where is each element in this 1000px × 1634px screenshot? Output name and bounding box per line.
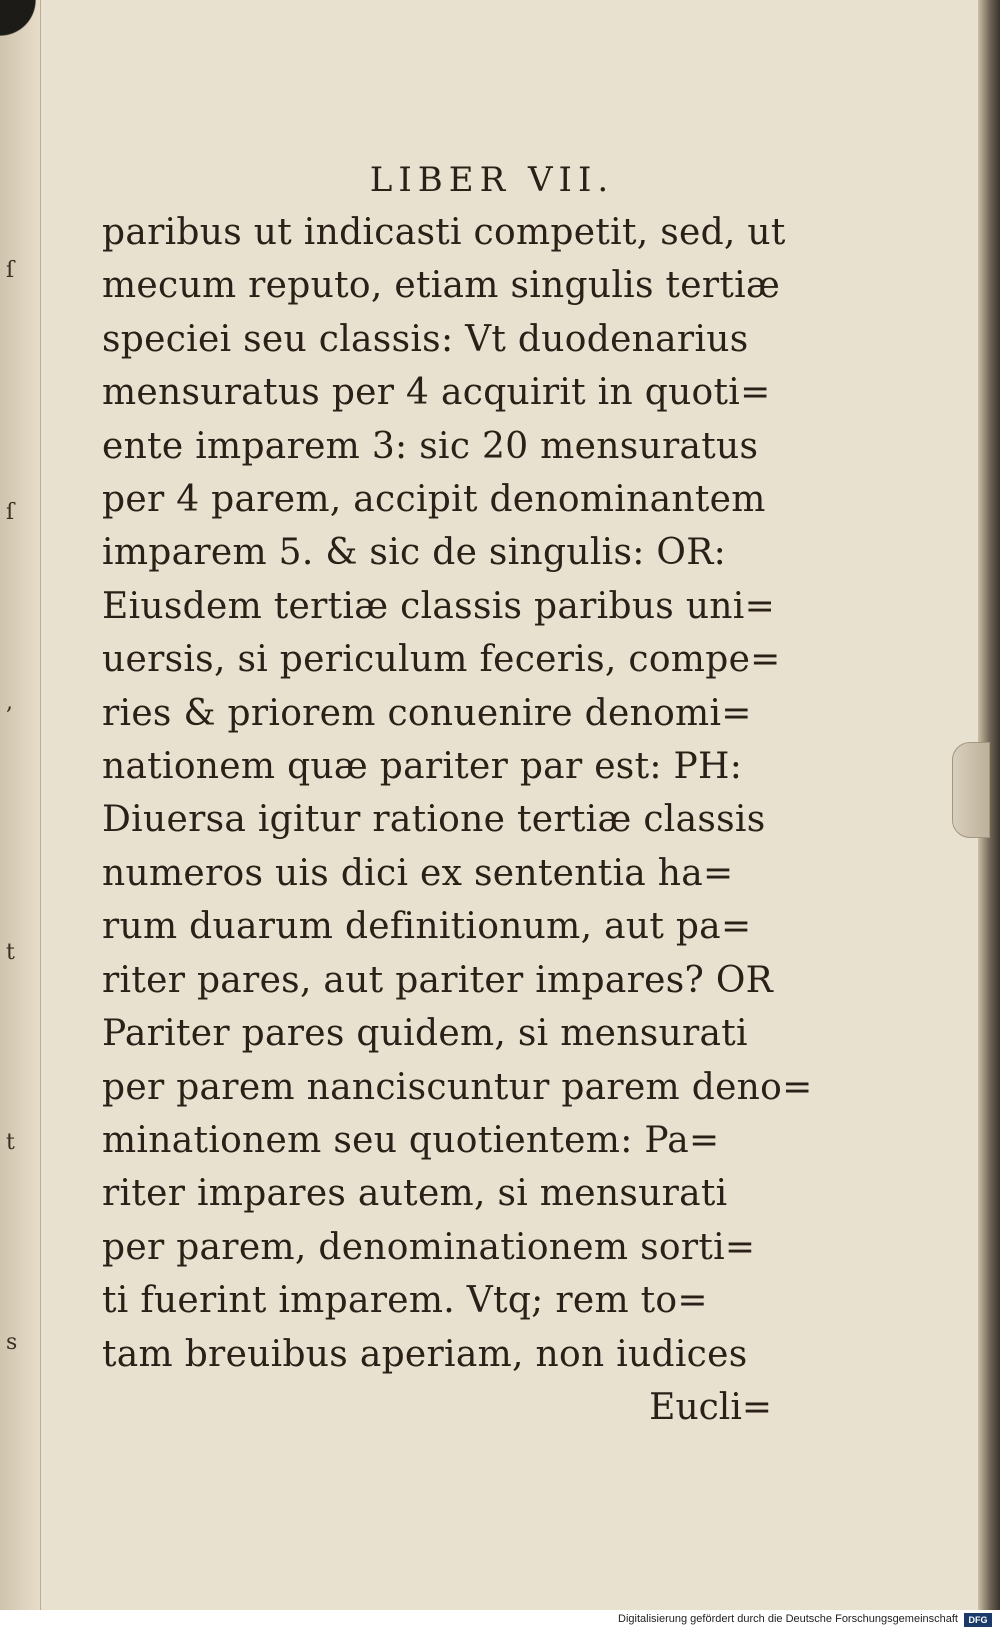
text-line: ti fuerint imparem. Vtq; rem to= bbox=[102, 1280, 708, 1322]
text-line: Eiusdem tertiæ classis paribus uni= bbox=[102, 585, 776, 627]
text-line: tam breuibus aperiam, non iudices bbox=[102, 1333, 748, 1375]
text-line: paribus ut indicasti competit, sed, ut bbox=[102, 212, 786, 253]
dfg-logo: DFG bbox=[964, 1613, 992, 1627]
text-line: Pariter pares quidem, si mensurati bbox=[102, 1013, 748, 1055]
text-line: ente imparem 3: sic 20 mensuratus bbox=[102, 425, 759, 467]
text-block bbox=[102, 206, 813, 1381]
text-line: numeros uis dici ex sententia ha= bbox=[102, 852, 734, 894]
text-line: riter impares autem, si mensurati bbox=[102, 1173, 728, 1215]
running-head: LIBER VII. bbox=[369, 160, 615, 200]
footer-bar bbox=[0, 1610, 1000, 1634]
funding-credit: Digitalisierung gefördert durch die Deutsche Forschungsgemeinschaft bbox=[618, 1613, 958, 1625]
text-line: nationem quæ pariter par est: PH: bbox=[102, 746, 743, 788]
text-line: speciei seu classis: Vt duodenarius bbox=[102, 318, 749, 360]
text-line: mensuratus per 4 acquirit in quoti= bbox=[102, 372, 771, 414]
text-line: per parem nanciscuntur parem deno= bbox=[102, 1066, 813, 1108]
page-body bbox=[102, 160, 813, 1434]
catchword: Eucli= bbox=[649, 1386, 772, 1428]
text-line: imparem 5. & sic de singulis: OR: bbox=[102, 532, 727, 574]
bleed-through-mark: , bbox=[6, 690, 13, 715]
binding-gutter bbox=[0, 0, 41, 1610]
page-tab bbox=[952, 742, 990, 838]
bleed-through-mark: t bbox=[6, 940, 15, 965]
text-line: per 4 parem, accipit denominantem bbox=[102, 479, 766, 521]
bleed-through-mark: ſ bbox=[6, 258, 15, 283]
clip-corner bbox=[0, 0, 36, 46]
text-line: per parem, denominationem sorti= bbox=[102, 1226, 756, 1268]
bleed-through-mark: s bbox=[6, 1330, 18, 1355]
text-line: minationem seu quotientem: Pa= bbox=[102, 1119, 720, 1161]
bleed-through-mark: t bbox=[6, 1130, 15, 1155]
text-line: rum duarum definitionum, aut pa= bbox=[102, 906, 752, 948]
bleed-through-mark: ſ bbox=[6, 500, 15, 525]
text-line: riter pares, aut pariter impares? OR bbox=[102, 959, 774, 1001]
text-line: mecum reputo, etiam singulis tertiæ bbox=[102, 265, 781, 307]
text-line: uersis, si periculum feceris, compe= bbox=[102, 639, 781, 681]
text-line: Diuersa igitur ratione tertiæ classis bbox=[102, 799, 766, 841]
text-line: ries & priorem conuenire denomi= bbox=[102, 692, 752, 734]
